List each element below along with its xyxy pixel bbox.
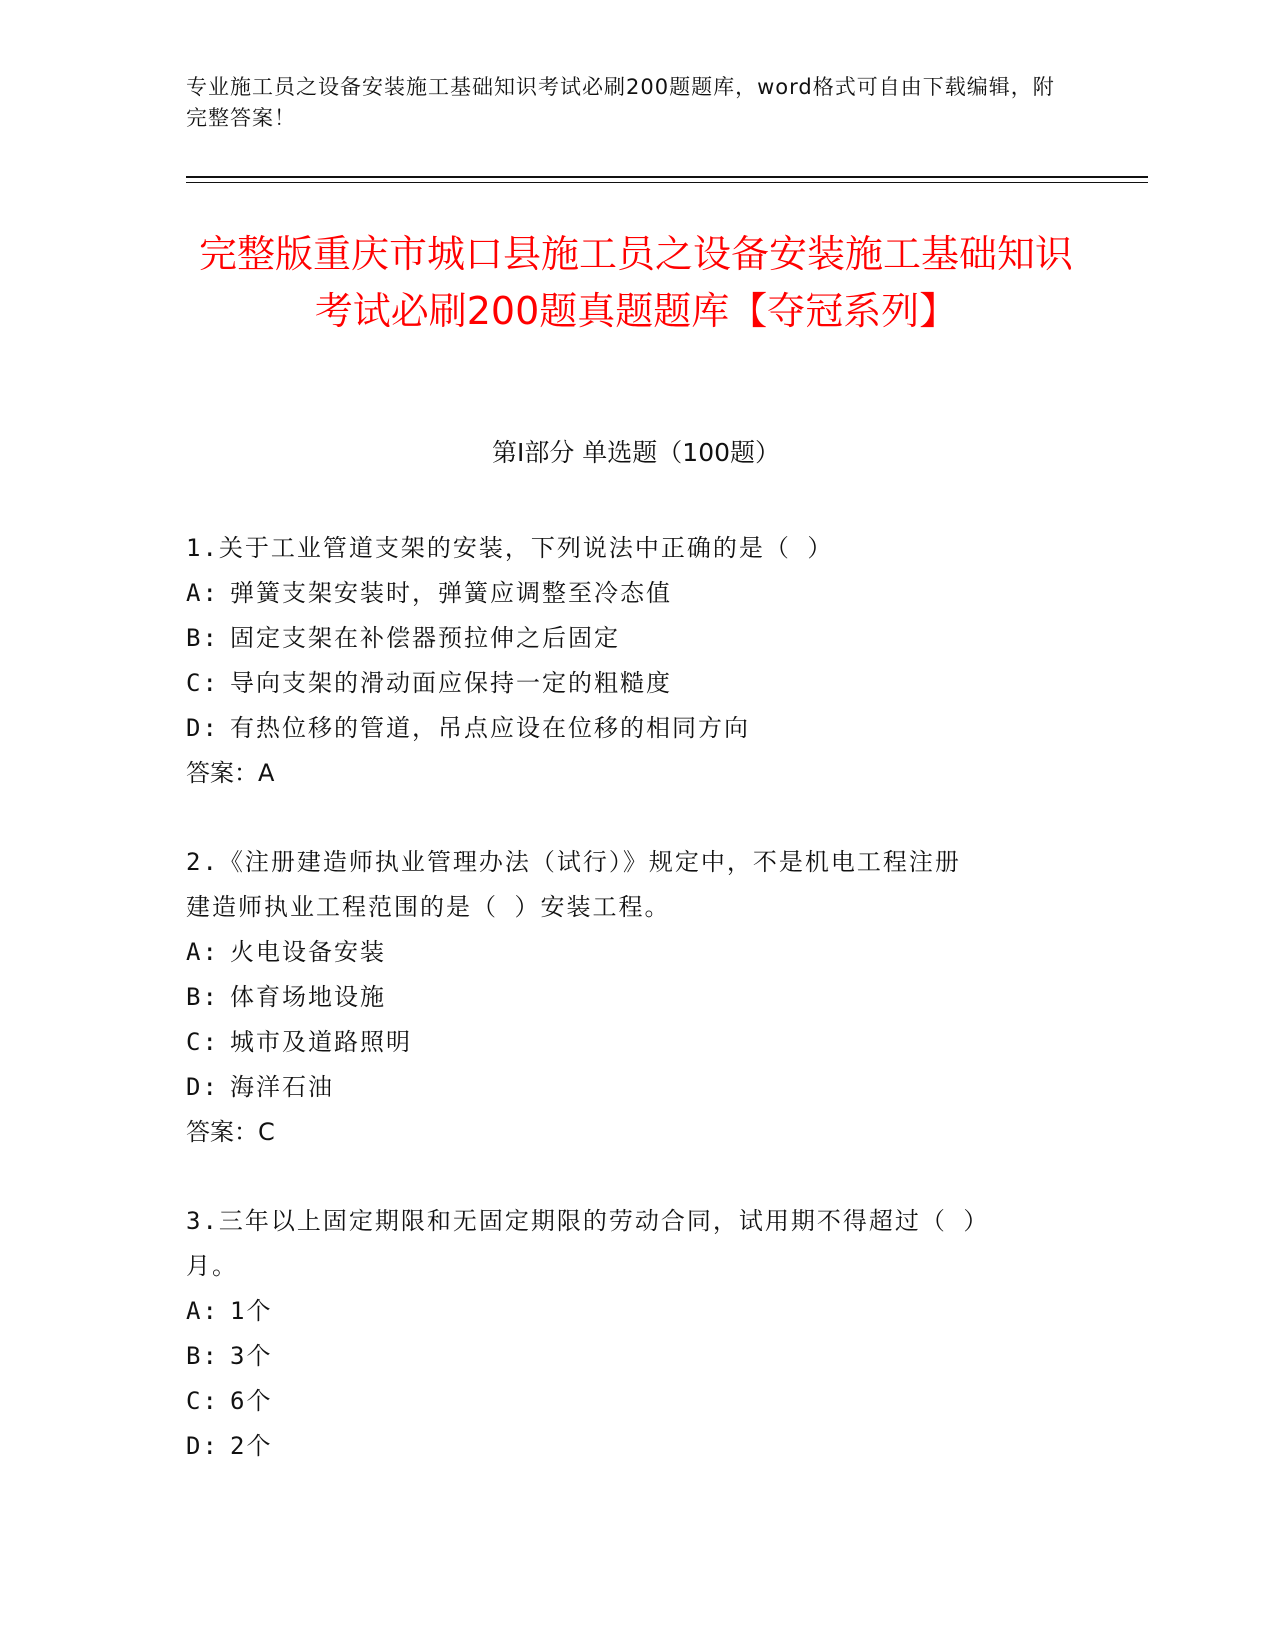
question-3 bbox=[186, 1199, 1066, 1469]
option-text: 海洋石油 bbox=[230, 1073, 334, 1101]
option-c bbox=[186, 1020, 1066, 1065]
option-b bbox=[186, 975, 1066, 1020]
option-text: 1个 bbox=[230, 1297, 273, 1325]
answer-line: 答案：C bbox=[186, 1118, 275, 1146]
option-label: A: bbox=[186, 1297, 219, 1325]
option-label: B: bbox=[186, 624, 219, 652]
option-label: B: bbox=[186, 1342, 219, 1370]
option-c bbox=[186, 661, 1066, 706]
option-label: D: bbox=[186, 714, 219, 742]
option-text: 3个 bbox=[230, 1342, 273, 1370]
question-stem-line: 2.《注册建造师执业管理办法（试行）》规定中，不是机电工程注册 bbox=[186, 848, 961, 876]
option-label: D: bbox=[186, 1073, 219, 1101]
option-text: 导向支架的滑动面应保持一定的粗糙度 bbox=[230, 669, 672, 697]
option-b bbox=[186, 1334, 1066, 1379]
option-text: 弹簧支架安装时，弹簧应调整至冷态值 bbox=[230, 579, 672, 607]
section-heading: 第Ⅰ部分 单选题（100题） bbox=[491, 438, 781, 467]
option-label: D: bbox=[186, 1432, 219, 1460]
option-a bbox=[186, 930, 1066, 975]
option-label: A: bbox=[186, 938, 219, 966]
header-rule-thin bbox=[186, 182, 1148, 183]
option-label: C: bbox=[186, 1387, 219, 1415]
option-label: B: bbox=[186, 983, 219, 1011]
option-label: C: bbox=[186, 1028, 219, 1056]
option-d bbox=[186, 1065, 1066, 1110]
option-text: 2个 bbox=[230, 1432, 273, 1460]
question-stem-line: 3.三年以上固定期限和无固定期限的劳动合同，试用期不得超过（ ） bbox=[186, 1207, 990, 1235]
option-c bbox=[186, 1379, 1066, 1424]
question-stem-line: 1.关于工业管道支架的安装，下列说法中正确的是（ ） bbox=[186, 534, 834, 562]
question-stem-line: 建造师执业工程范围的是（ ）安装工程。 bbox=[186, 893, 671, 921]
option-a bbox=[186, 571, 1066, 616]
option-text: 体育场地设施 bbox=[230, 983, 386, 1011]
document-title: 完整版重庆市城口县施工员之设备安装施工基础知识考试必刷200题真题题库【夺冠系列】 bbox=[198, 232, 1073, 333]
option-d bbox=[186, 706, 1066, 751]
option-d bbox=[186, 1424, 1066, 1469]
option-a bbox=[186, 1289, 1066, 1334]
option-text: 火电设备安装 bbox=[230, 938, 386, 966]
question-stem-line: 月。 bbox=[186, 1252, 238, 1280]
answer-line: 答案：A bbox=[186, 759, 275, 787]
header-note: 专业施工员之设备安装施工基础知识考试必刷200题题库，word格式可自由下载编辑，附完整答案！ bbox=[186, 75, 1055, 130]
option-b bbox=[186, 616, 1066, 661]
question-2 bbox=[186, 840, 1066, 1155]
option-label: A: bbox=[186, 579, 219, 607]
option-text: 有热位移的管道，吊点应设在位移的相同方向 bbox=[230, 714, 750, 742]
question-1 bbox=[186, 526, 1066, 796]
option-text: 城市及道路照明 bbox=[230, 1028, 412, 1056]
header-rule-thick bbox=[186, 176, 1148, 178]
option-text: 6个 bbox=[230, 1387, 273, 1415]
option-text: 固定支架在补偿器预拉伸之后固定 bbox=[230, 624, 620, 652]
option-label: C: bbox=[186, 669, 219, 697]
question-list bbox=[186, 526, 1066, 1513]
